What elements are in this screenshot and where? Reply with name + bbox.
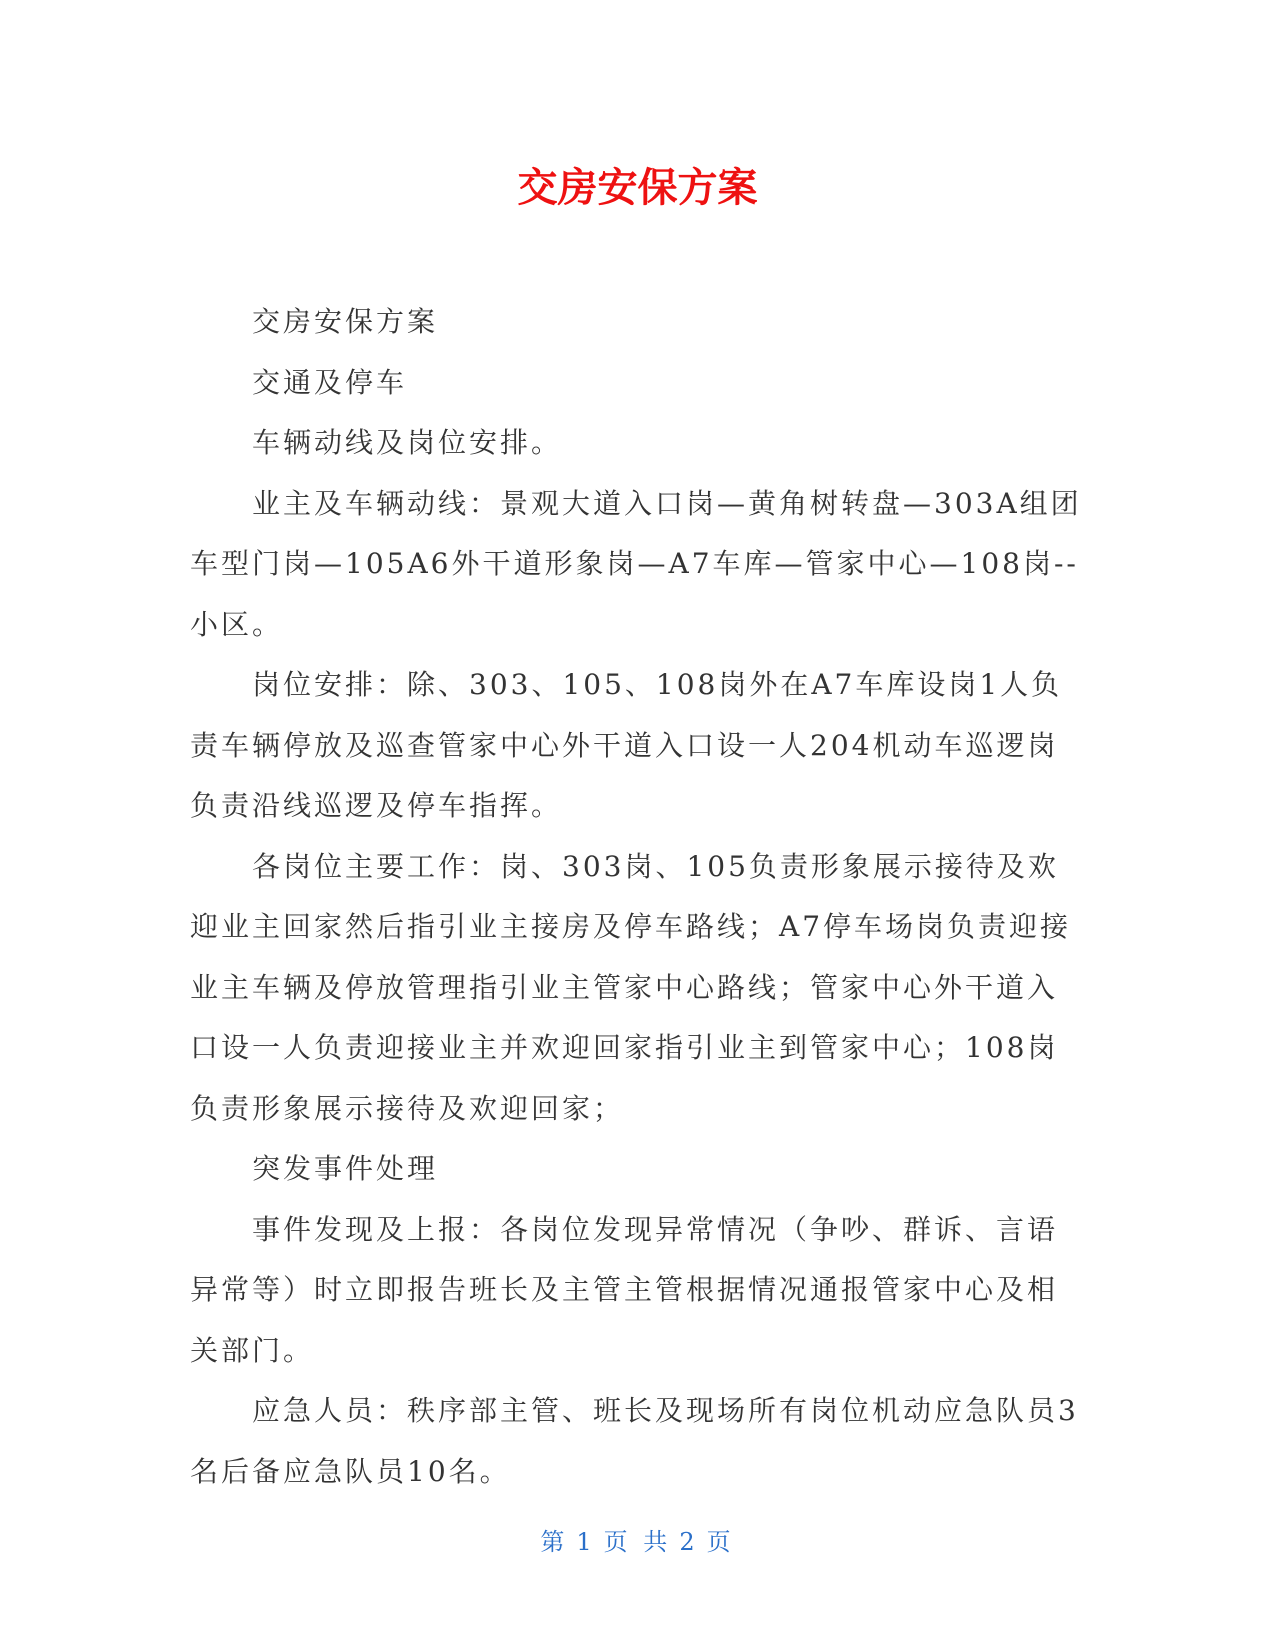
footer-prefix: 第 [540, 1528, 569, 1556]
document-title: 交房安保方案 [517, 165, 758, 211]
paragraph-owner-route: 业主及车辆动线：景观大道入口岗—黄角树转盘—303A组团车型门岗—105A6外干道形象岗—A7车库—管家中心—108岗--小区。 [190, 486, 1082, 641]
paragraph-vehicle-routes: 车辆动线及岗位安排。 [252, 426, 563, 459]
footer-current-page: 1 [576, 1528, 596, 1556]
paragraph-heading-traffic: 交通及停车 [252, 365, 408, 399]
footer-mid: 页 共 [603, 1528, 672, 1556]
paragraph-heading-plan: 交房安保方案 [252, 305, 439, 338]
paragraph-heading-emergency: 突发事件处理 [252, 1152, 439, 1185]
document-body [190, 292, 1085, 1502]
paragraph-post-duties: 各岗位主要工作：岗、303岗、105负责形象展示接待及欢迎业主回家然后指引业主接房及停车路线；A7停车场岗负责迎接业主车辆及停放管理指引业主管家中心路线；管家中心外干道入口设一人负责迎接业主并欢迎回家指引业主到管家中心；108岗负责形象展示接待及欢迎回家； [190, 849, 1072, 1125]
footer-suffix: 页 [706, 1528, 735, 1556]
footer-total-pages: 2 [679, 1528, 699, 1556]
paragraph-emergency-staff: 应急人员：秩序部主管、班长及现场所有岗位机动应急队员3名后备应急队员10名。 [190, 1394, 1079, 1488]
paragraph-incident-report: 事件发现及上报：各岗位发现异常情况（争吵、群诉、言语异常等）时立即报告班长及主管主管根据情况通报管家中心及相关部门。 [190, 1212, 1059, 1367]
paragraph-post-arrangement: 岗位安排：除、303、105、108岗外在A7车库设岗1人负责车辆停放及巡查管家中心外干道入口设一人204机动车巡逻岗负责沿线巡逻及停车指挥。 [190, 668, 1063, 822]
page-footer [0, 1526, 1275, 1558]
